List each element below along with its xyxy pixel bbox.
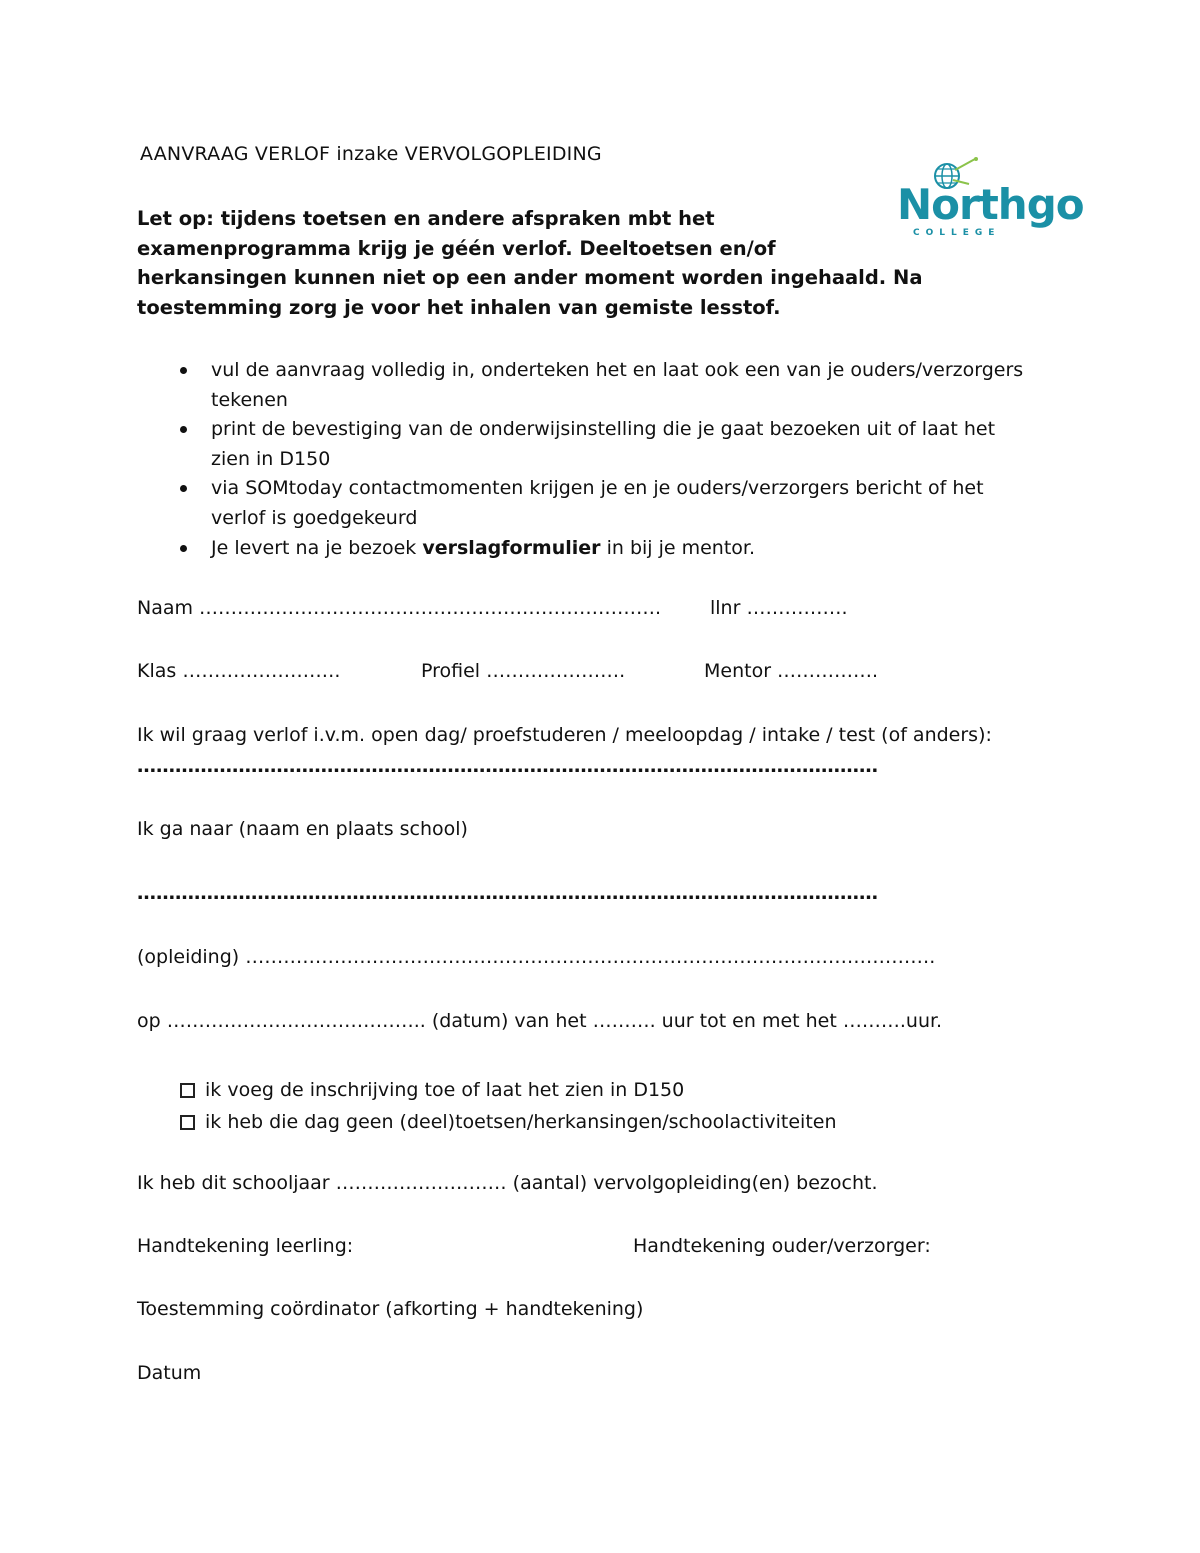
verlof-reason-label: Ik wil graag verlof i.v.m. open dag/ proefstuderen / meeloopdag / intake / test (of anders):: [137, 724, 992, 746]
bullet-icon: [180, 426, 187, 433]
signature-student-label: Handtekening leerling:: [137, 1235, 354, 1257]
profiel-field[interactable]: Profiel ………………….: [421, 660, 626, 682]
bullet-icon: [180, 485, 187, 492]
datum-label: Datum: [137, 1362, 202, 1384]
checkbox-label: ik heb die dag geen (deel)toetsen/herkansingen/schoolactiviteiten: [205, 1111, 837, 1133]
list-item-text-part: Je levert na je bezoek: [211, 536, 423, 559]
list-item: [180, 356, 1023, 415]
opleiding-field[interactable]: (opleiding) ……………………………………………………………………………………………….: [137, 946, 936, 968]
list-item: [180, 534, 1023, 564]
school-label: Ik ga naar (naam en plaats school): [137, 818, 468, 840]
list-item: [180, 415, 1023, 474]
signature-parent-label: Handtekening ouder/verzorger:: [633, 1235, 931, 1257]
llnr-field[interactable]: llnr …………….: [710, 597, 848, 619]
klas-field[interactable]: Klas …………………….: [137, 660, 341, 682]
list-item: [180, 474, 1023, 533]
naam-field[interactable]: Naam ……………………………………………………………….: [137, 597, 662, 619]
list-item-text: [211, 534, 1023, 564]
warning-line: toestemming zorg je voor het inhalen van gemiste lesstof.: [137, 295, 781, 319]
school-field[interactable]: ………………………………………………………………………………………………………: [137, 882, 878, 904]
list-item-text: tekenen: [211, 388, 288, 411]
verlof-reason-field[interactable]: ………………………………………………………………………………………………………: [137, 755, 878, 777]
logo-subtitle: COLLEGE: [913, 228, 1001, 238]
warning-line: herkansingen kunnen niet op een ander moment worden ingehaald. Na: [137, 266, 923, 290]
bullet-icon: [180, 367, 187, 374]
checkbox-list: [180, 1074, 837, 1138]
schooljaar-field[interactable]: Ik heb dit schooljaar ……………………… (aantal) vervolgopleiding(en) bezocht.: [137, 1172, 878, 1194]
instruction-list: [180, 356, 1023, 563]
warning-line: Let op: tijdens toetsen en andere afspraken mbt het: [137, 207, 715, 230]
form-title: AANVRAAG VERLOF inzake VERVOLGOPLEIDING: [140, 143, 602, 165]
mentor-field[interactable]: Mentor …………….: [704, 660, 879, 682]
warning-paragraph: [137, 204, 922, 322]
list-item-text-part: in bij je mentor.: [600, 536, 756, 559]
logo-wordmark: Northgo: [897, 180, 1084, 229]
list-item-text: via SOMtoday contactmomenten krijgen je en je ouders/verzorgers bericht of het: [211, 477, 984, 500]
checkbox-icon[interactable]: [180, 1115, 195, 1130]
checkbox-label: ik voeg de inschrijving toe of laat het zien in D150: [205, 1079, 685, 1101]
warning-line: examenprogramma krijg je géén verlof. Deeltoetsen en/of: [137, 236, 776, 260]
coordinator-approval-label: Toestemming coördinator (afkorting + handtekening): [137, 1298, 644, 1320]
list-item-text: vul de aanvraag volledig in, onderteken het en laat ook een van je ouders/verzorgers: [211, 359, 1024, 381]
checkbox-row[interactable]: [180, 1074, 837, 1106]
list-item-text: verlof is goedgekeurd: [211, 506, 418, 529]
checkbox-icon[interactable]: [180, 1083, 195, 1098]
verslagformulier-emphasis: verslagformulier: [422, 536, 601, 559]
date-time-field[interactable]: op ………………………………….. (datum) van het ………. uur tot en met het ……….uur.: [137, 1010, 943, 1032]
checkbox-row[interactable]: [180, 1106, 837, 1138]
list-item-text: print de bevestiging van de onderwijsinstelling die je gaat bezoeken uit of laat het: [211, 418, 996, 441]
bullet-icon: [180, 545, 187, 552]
list-item-text: zien in D150: [211, 447, 331, 470]
